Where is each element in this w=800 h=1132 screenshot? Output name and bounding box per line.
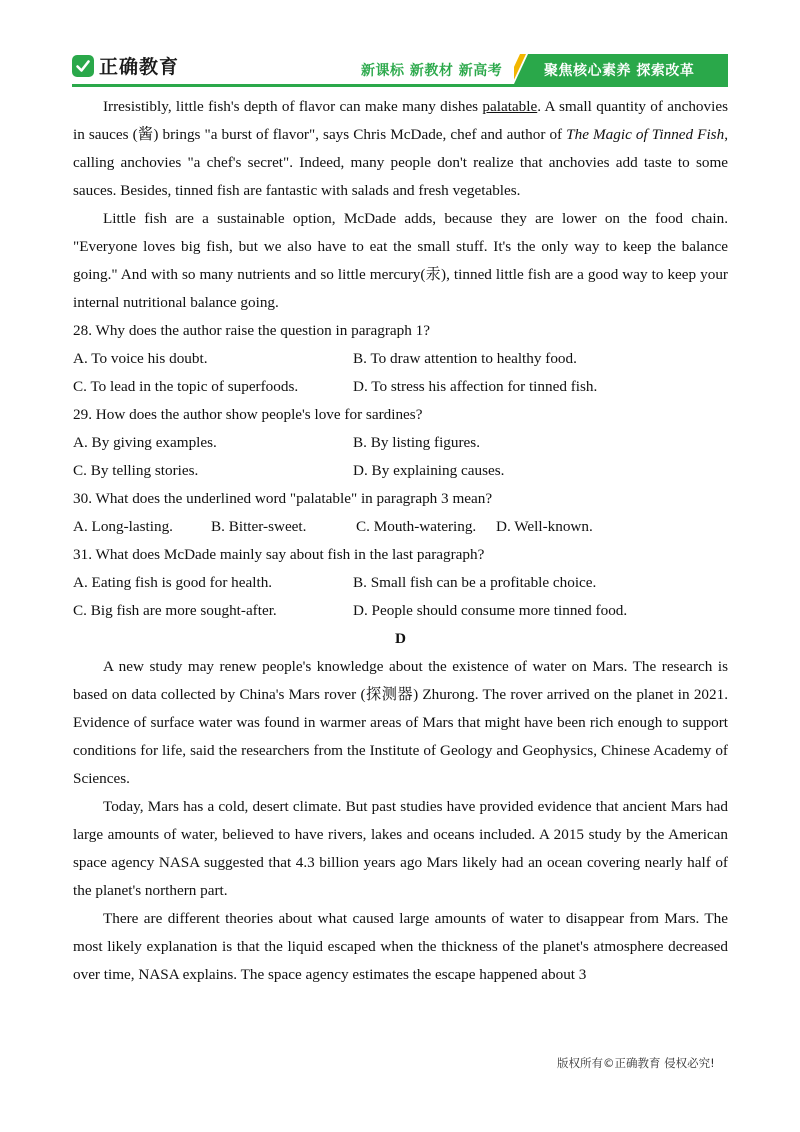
- option-row: [73, 429, 728, 457]
- option-row: [73, 513, 728, 541]
- text-run: , calling anchovies "a chef's secret". Indeed, many people don't realize that anchovies add taste to some sauces. Besides, tinned fish are fantastic with salads and fresh vegetables.: [73, 126, 728, 199]
- option-c: C. By telling stories.: [73, 462, 199, 479]
- page-content: [73, 93, 728, 989]
- option-c: C. Mouth-watering.: [356, 518, 477, 535]
- option-a: A. To voice his doubt.: [73, 350, 208, 367]
- option-d: D. Well-known.: [496, 518, 593, 535]
- section-heading-d: D: [395, 630, 406, 647]
- option-row: [73, 457, 728, 485]
- page-header: [0, 0, 800, 90]
- header-tagline: 新课标 新教材 新高考: [361, 63, 503, 79]
- passage-c-paragraph-3: [73, 93, 728, 205]
- text-run: . A small quantity of anchovies in sauces (酱) brings "a burst of flavor", says Chris McDade, chef and author of: [73, 98, 728, 143]
- option-c: C. To lead in the topic of superfoods.: [73, 378, 299, 395]
- book-title: The Magic of Tinned Fish: [566, 126, 725, 143]
- option-a: A. Eating fish is good for health.: [73, 574, 273, 591]
- option-c: C. Big fish are more sought-after.: [73, 602, 277, 619]
- underlined-word: palatable: [482, 98, 538, 115]
- passage-c-paragraph-4: Little fish are a sustainable option, McDade adds, because they are lower on the food chain. "Everyone loves big fish, but we also have to eat the small stuff. It's the only way to keep the balance going." And with so many nutrients and so little mercury(汞), tinned little fish are a good way to keep your internal nutritional balance going.: [73, 210, 728, 311]
- banner-text: 聚焦核心素养 探索改革: [544, 63, 695, 79]
- question-stem: 31. What does McDade mainly say about fish in the last paragraph?: [73, 546, 485, 563]
- passage-d-paragraph-2: Today, Mars has a cold, desert climate. But past studies have provided evidence that ancient Mars had large amounts of water, believed to have rivers, lakes and oceans included. A 2015 study by the American space agency NASA suggested that 4.3 billion years ago Mars likely had an ocean covering nearly half of the planet's northern part.: [73, 798, 728, 899]
- question-stem: 29. How does the author show people's love for sardines?: [73, 406, 423, 423]
- header-divider: [72, 84, 728, 87]
- option-row: [73, 597, 728, 625]
- copyright-footer: 版权所有©正确教育 侵权必究!: [557, 1056, 715, 1070]
- passage-d-paragraph-3: There are different theories about what caused large amounts of water to disappear from Mars. The most likely explanation is that the liquid escaped when the thickness of the planet's atmosphere decreased over time, NASA explains. The space agency estimates the escape happened about 3: [73, 910, 728, 983]
- option-d: D. To stress his affection for tinned fish.: [353, 378, 598, 395]
- option-row: [73, 373, 728, 401]
- brand-logo: [72, 52, 179, 79]
- option-b: B. By listing figures.: [353, 434, 480, 451]
- option-d: D. By explaining causes.: [353, 462, 505, 479]
- question-stem: 28. Why does the author raise the question in paragraph 1?: [73, 322, 430, 339]
- header-banner: [514, 54, 728, 84]
- passage-d-paragraph-1: A new study may renew people's knowledge about the existence of water on Mars. The research is based on data collected by China's Mars rover (探测器) Zhurong. The rover arrived on the planet in 2021. Evidence of surface water was found in warmer areas of Mars that might have been rich enough to support conditions for life, said the researchers from the Institute of Geology and Geophysics, Chinese Academy of Sciences.: [73, 658, 728, 787]
- option-row: [73, 569, 728, 597]
- option-row: [73, 345, 728, 373]
- option-b: B. To draw attention to healthy food.: [353, 350, 577, 367]
- checkmark-icon: [72, 55, 94, 77]
- brand-name: 正确教育: [99, 56, 180, 78]
- option-b: B. Bitter-sweet.: [211, 518, 307, 535]
- option-a: A. Long-lasting.: [73, 518, 173, 535]
- option-d: D. People should consume more tinned food.: [353, 602, 628, 619]
- text-run: Irresistibly, little fish's depth of flavor can make many dishes: [103, 98, 483, 115]
- option-a: A. By giving examples.: [73, 434, 217, 451]
- question-stem: 30. What does the underlined word "palatable" in paragraph 3 mean?: [73, 490, 493, 507]
- option-b: B. Small fish can be a profitable choice.: [353, 574, 597, 591]
